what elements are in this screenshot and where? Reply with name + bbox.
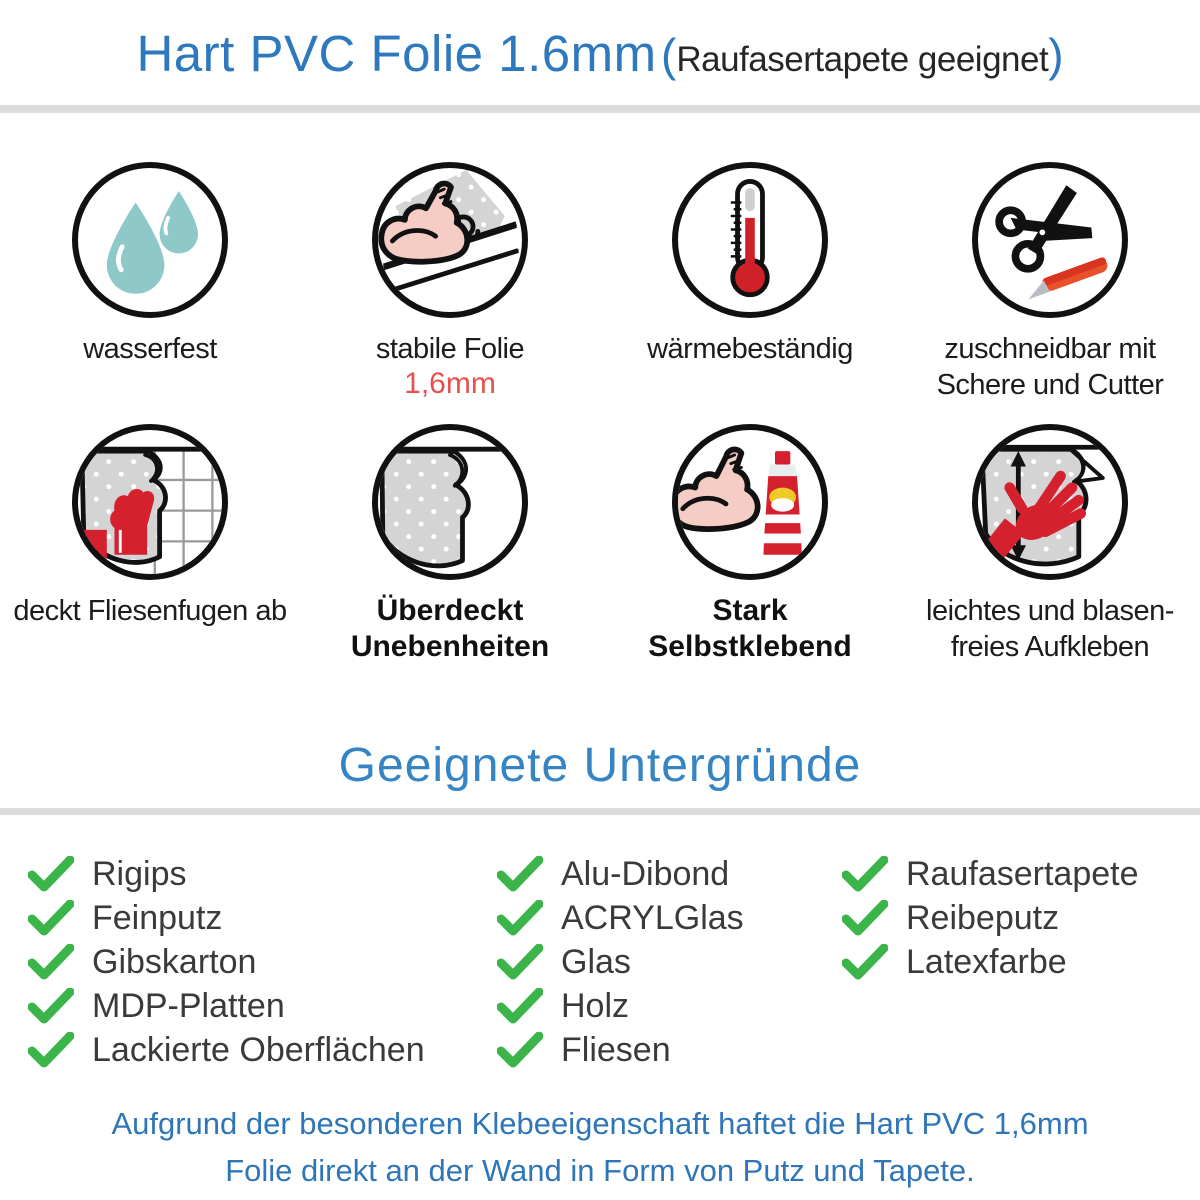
- feature-label: wärmebeständig: [647, 333, 853, 365]
- feature-selbstklebend: [600, 424, 900, 665]
- check-icon: [28, 856, 74, 892]
- title-subtitle: Raufasertapete geeignet: [676, 40, 1049, 79]
- check-icon: [28, 1032, 74, 1068]
- scissors-cutter-icon: [972, 162, 1128, 318]
- substrate-item: Glas: [497, 940, 744, 984]
- feature-label: zuschneidbar mit Schere und Cutter: [936, 333, 1164, 401]
- check-icon: [497, 988, 543, 1024]
- feature-label: wasserfest: [83, 333, 217, 365]
- check-icon: [497, 944, 543, 980]
- feature-row-2: [0, 424, 1200, 665]
- substrate-item: Latexfarbe: [842, 940, 1139, 984]
- footer-line-2: Folie direkt an der Wand in Form von Putz und Tapete.: [225, 1153, 975, 1188]
- thermometer-icon: [672, 162, 828, 318]
- title-paren-close: ): [1048, 29, 1064, 81]
- divider-bar-middle: [0, 808, 1200, 815]
- substrate-item: Rigips: [28, 852, 425, 896]
- check-icon: [28, 988, 74, 1024]
- substrate-item: Lackierte Oberflächen: [28, 1028, 425, 1072]
- footer-line-1: Aufgrund der besonderen Klebeeigenschaft haftet die Hart PVC 1,6mm: [111, 1106, 1089, 1141]
- substrate-item: Raufasertapete: [842, 852, 1139, 896]
- feature-wasserfest: [0, 162, 300, 403]
- title-main-text: Hart PVC Folie 1.6mm: [136, 25, 657, 82]
- substrate-item: Reibeputz: [842, 896, 1139, 940]
- feature-label: deckt Fliesenfugen ab: [13, 595, 287, 627]
- substrate-item: Holz: [497, 984, 744, 1028]
- title-paren-open: (: [661, 29, 677, 81]
- divider-bar-top: [0, 105, 1200, 113]
- substrate-item: Fliesen: [497, 1028, 744, 1072]
- feature-waermebestaendig: [600, 162, 900, 403]
- substrates-column-1: [28, 852, 425, 1072]
- substrate-item: MDP-Platten: [28, 984, 425, 1028]
- feature-row-1: [0, 162, 1200, 403]
- foil-covering-icon: [372, 424, 528, 580]
- check-icon: [497, 856, 543, 892]
- thumb-up-tiles-icon: [72, 424, 228, 580]
- substrate-item: Gibskarton: [28, 940, 425, 984]
- check-icon: [842, 944, 888, 980]
- feature-label: Überdeckt Unebenheiten: [350, 594, 550, 663]
- check-icon: [28, 900, 74, 936]
- feature-aufkleben: [900, 424, 1200, 665]
- substrate-item: Feinputz: [28, 896, 425, 940]
- feature-fliesenfugen: [0, 424, 300, 665]
- check-icon: [842, 900, 888, 936]
- water-drops-icon: [72, 162, 228, 318]
- hand-smoothing-icon: [972, 424, 1128, 580]
- feature-zuschneidbar: [900, 162, 1200, 403]
- feature-unebenheiten: [300, 424, 600, 665]
- feature-sublabel-thickness: 1,6mm: [404, 367, 496, 400]
- feature-label: Stark Selbstklebend: [648, 594, 852, 663]
- strong-arm-glue-icon: [672, 424, 828, 580]
- check-icon: [497, 1032, 543, 1068]
- check-icon: [842, 856, 888, 892]
- check-icon: [497, 900, 543, 936]
- page-title: [0, 24, 1200, 83]
- substrates-column-3: [842, 852, 1139, 984]
- strong-arm-foil-icon: [372, 162, 528, 318]
- substrates-heading: Geeignete Untergründe: [338, 739, 862, 792]
- feature-stabile-folie: [300, 162, 600, 403]
- substrate-item: Alu-Dibond: [497, 852, 744, 896]
- substrate-item: ACRYLGlas: [497, 896, 744, 940]
- feature-label: leichtes und blasen- freies Aufkleben: [926, 595, 1174, 663]
- check-icon: [28, 944, 74, 980]
- substrates-column-2: [497, 852, 744, 1072]
- feature-label: stabile Folie: [375, 333, 525, 365]
- footer-note: [0, 1100, 1200, 1194]
